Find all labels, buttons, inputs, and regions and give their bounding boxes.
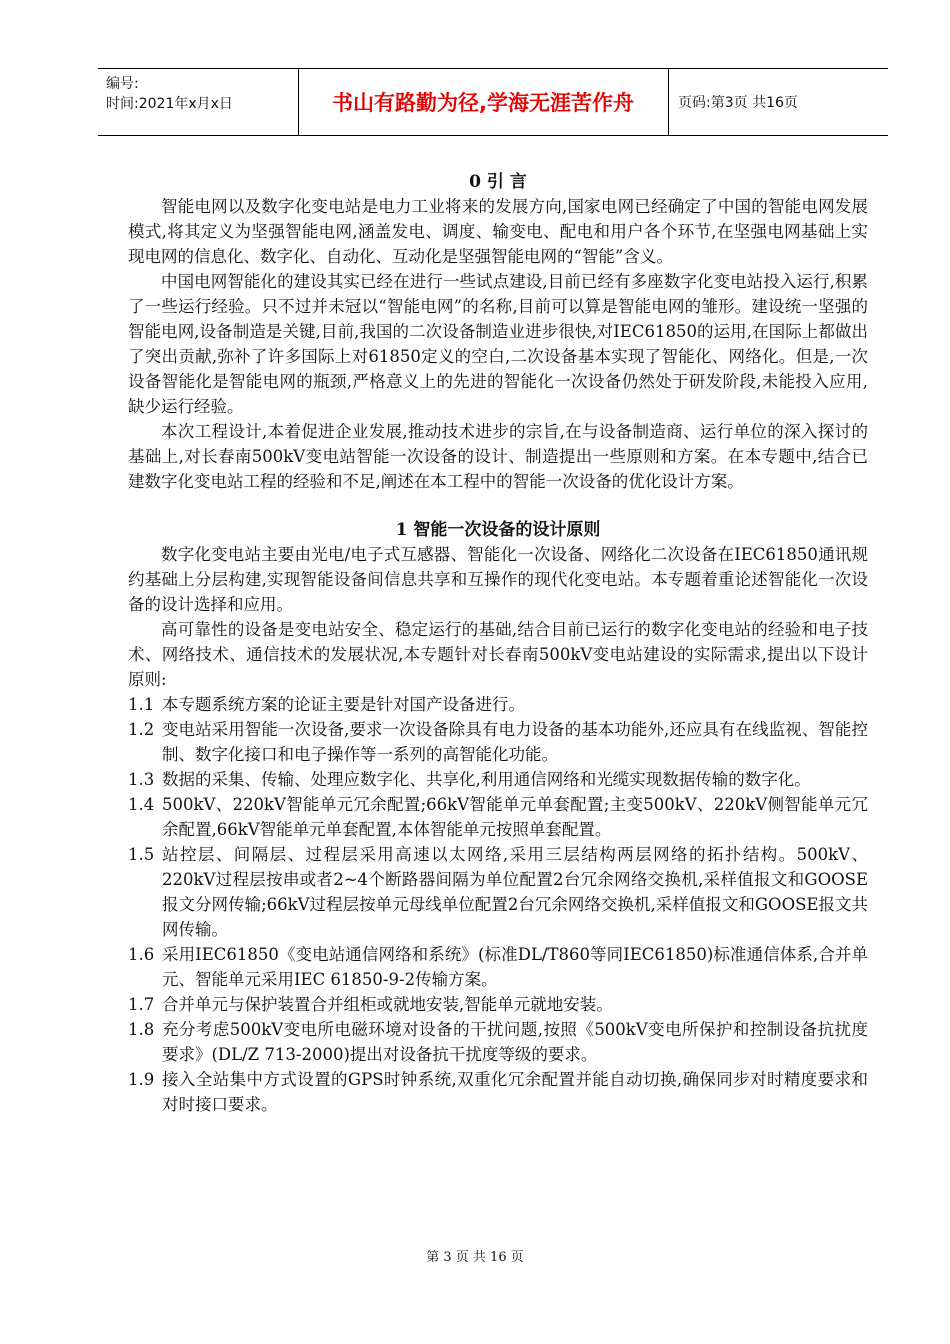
principle-item [128,942,868,992]
item-number: 1.1 [128,695,155,714]
item-text: 充分考虑500kV变电所电磁环境对设备的干扰问题,按照《500kV变电所保护和控制设备抗扰度要求》(DL/Z 713-2000)提出对设备抗干扰度等级的要求。 [162,1020,868,1064]
principle-item [128,717,868,767]
page-info-cell: 页码:第3页 共16页 [678,95,798,111]
item-text: 本专题系统方案的论证主要是针对国产设备进行。 [162,695,525,714]
number-label: 编号: [106,76,139,92]
time-label: 时间:2021年x月x日 [106,96,233,112]
paragraph: 中国电网智能化的建设其实已经在进行一些试点建设,目前已经有多座数字化变电站投入运行,积累了一些运行经验。只不过并未冠以“智能电网”的名称,目前可以算是智能电网的雏形。建设统一坚强的智能电网,设备制造是关键,目前,我国的二次设备制造业进步很快,对IEC61850的运用,在国际上都做出了突出贡献,弥补了许多国际上对61850定义的空白,二次设备基本实现了智能化、网络化。但是,一次设备智能化是智能电网的瓶颈,严格意义上的先进的智能化一次设备仍然处于研发阶段,未能投入应用,缺少运行经验。 [128,272,868,416]
item-text: 变电站采用智能一次设备,要求一次设备除具有电力设备的基本功能外,还应具有在线监视、智能控制、数字化接口和电子操作等一系列的高智能化功能。 [162,720,868,764]
item-number: 1.6 [128,945,155,964]
principle-item [128,992,868,1017]
item-number: 1.5 [128,845,155,864]
motto-cell: 书山有路勤为径,学海无涯苦作舟 [298,69,669,135]
paragraph: 智能电网以及数字化变电站是电力工业将来的发展方向,国家电网已经确定了中国的智能电网发展模式,将其定义为坚强智能电网,涵盖发电、调度、输变电、配电和用户各个环节,在坚强电网基础上实现电网的信息化、数字化、自动化、互动化是坚强智能电网的“智能”含义。 [128,197,868,266]
page-footer: 第 3 页 共 16 页 [426,1250,524,1265]
principle-item [128,1017,868,1067]
header-meta-cell [98,69,299,135]
principle-item [128,842,868,942]
paragraph: 高可靠性的设备是变电站安全、稳定运行的基础,结合目前已运行的数字化变电站的经验和电子技术、网络技术、通信技术的发展状况,本专题针对长春南500kV变电站建设的实际需求,提出以下设计原则: [128,620,868,689]
item-text: 数据的采集、传输、处理应数字化、共享化,利用通信网络和光缆实现数据传输的数字化。 [162,770,811,789]
item-number: 1.4 [128,795,155,814]
item-text: 合并单元与保护装置合并组柜或就地安装,智能单元就地安装。 [162,995,613,1014]
section-1-title: 1 智能一次设备的设计原则 [395,520,601,540]
paragraph: 数字化变电站主要由光电/电子式互感器、智能化一次设备、网络化二次设备在IEC61850通讯规约基础上分层构建,实现智能设备间信息共享和互操作的现代化变电站。本专题着重论述智能化一次设备的设计选择和应用。 [128,545,868,614]
item-number: 1.3 [128,770,155,789]
document-header [98,68,888,136]
section-0-title: 0 引 言 [469,172,527,192]
item-number: 1.2 [128,720,155,739]
item-number: 1.7 [128,995,155,1014]
principle-item [128,792,868,842]
item-number: 1.8 [128,1020,155,1039]
item-text: 500kV、220kV智能单元冗余配置;66kV智能单元单套配置;主变500kV、220kV侧智能单元冗余配置,66kV智能单元单套配置,本体智能单元按照单套配置。 [162,795,868,839]
paragraph: 本次工程设计,本着促进企业发展,推动技术进步的宗旨,在与设备制造商、运行单位的深入探讨的基础上,对长春南500kV变电站智能一次设备的设计、制造提出一些原则和方案。在本专题中,结合已建数字化变电站工程的经验和不足,阐述在本工程中的智能一次设备的优化设计方案。 [128,422,868,491]
item-text: 采用IEC61850《变电站通信网络和系统》(标准DL/T860等同IEC61850)标准通信体系,合并单元、智能单元采用IEC 61850-9-2传输方案。 [162,945,868,989]
item-text: 接入全站集中方式设置的GPS时钟系统,双重化冗余配置并能自动切换,确保同步对时精度要求和对时接口要求。 [162,1070,868,1114]
principle-item [128,1067,868,1117]
document-body [128,170,868,1117]
principle-item [128,692,868,717]
item-text: 站控层、间隔层、过程层采用高速以太网络,采用三层结构两层网络的拓扑结构。500kV、220kV过程层按串或者2~4个断路器间隔为单位配置2台冗余网络交换机,采样值报文和GOOSE报文分网传输;66kV过程层按单元母线单位配置2台冗余网络交换机,采样值报文和GOOSE报文共网传输。 [162,845,868,939]
item-number: 1.9 [128,1070,155,1089]
principle-item [128,767,868,792]
